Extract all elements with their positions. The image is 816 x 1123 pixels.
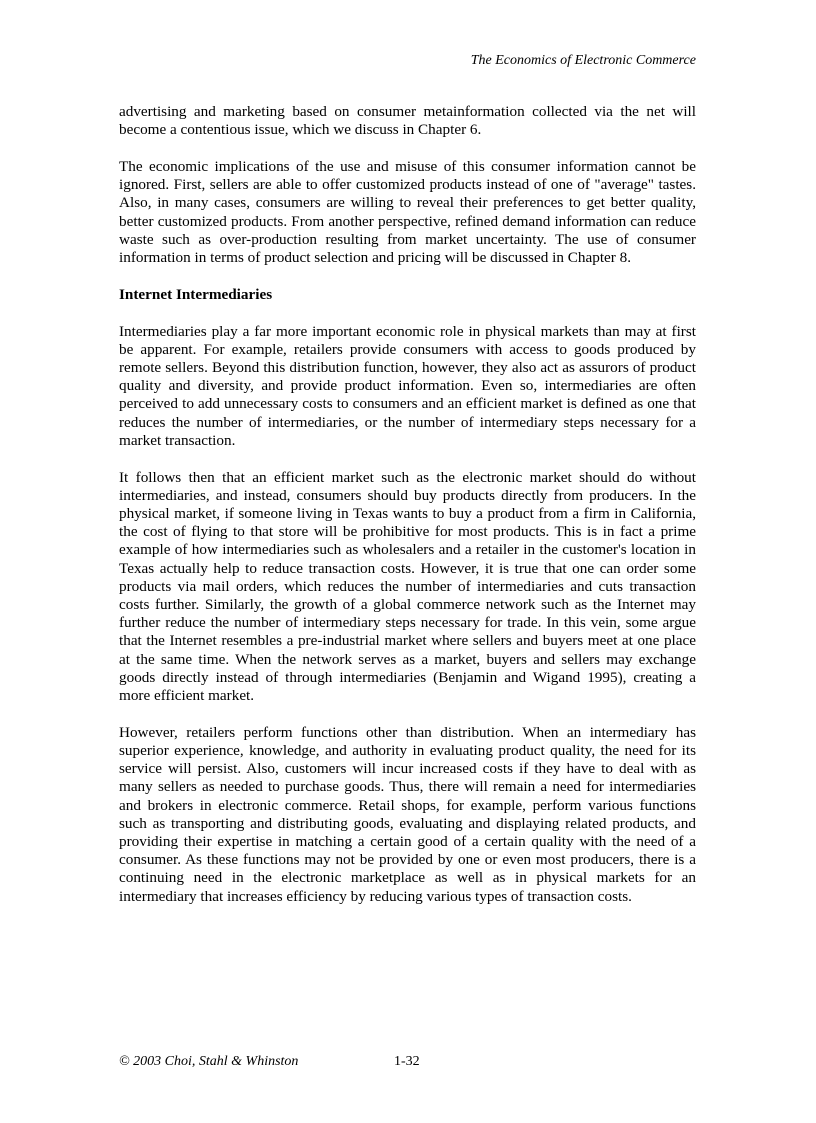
section-heading: Internet Intermediaries <box>119 285 273 303</box>
paragraph: However, retailers perform functions other than distribution. When an intermediary has superior experience, knowledge, and authority in evaluating product quality, the need for its service will persist. Also, customers will incur increased costs if they have to deal with as many sellers as needed to purchase goods. Thus, there will remain a need for intermediaries and brokers in electronic commerce. Retail shops, for example, perform various functions such as transporting and distributing goods, evaluating and displaying related products, and providing their expertise in matching a certain good of a certain quality with the need of a consumer. As these functions may not be provided by one or even most producers, there is a continuing need in the electronic marketplace as well as in physical markets for an intermediary that increases efficiency by reducing various types of transaction costs. <box>119 723 696 905</box>
page-number: 1-32 <box>394 1054 420 1069</box>
document-body <box>119 103 696 924</box>
paragraph: advertising and marketing based on consumer metainformation collected via the net will become a contentious issue, which we discuss in Chapter 6. <box>119 103 696 139</box>
paragraph: Intermediaries play a far more important economic role in physical markets than may at first be apparent. For example, retailers provide consumers with access to goods produced by remote sellers. Beyond this distribution function, however, they also act as assurors of product quality and diversity, and provide product information. Even so, intermediaries are often perceived to add unnecessary costs to consumers and an efficient market is defined as one that reduces the number of intermediaries, or the number of intermediary steps necessary for a market transaction. <box>119 322 696 449</box>
paragraph: It follows then that an efficient market such as the electronic market should do without intermediaries, and instead, consumers should buy products directly from producers. In the physical market, if someone living in Texas wants to buy a product from a firm in California, the cost of flying to that store will be prohibitive for most products. This is in fact a prime example of how intermediaries such as wholesalers and a retailer in the customer's location in Texas actually help to reduce transaction costs. However, it is true that one can order some products via mail orders, which reduces the number of intermediaries and cuts transaction costs further. Similarly, the growth of a global commerce network such as the Internet may further reduce the number of intermediary steps necessary for trade. In this vein, some argue that the Internet resembles a pre-industrial market where sellers and buyers meet at one place at the same time. When the network serves as a market, buyers and sellers may exchange goods directly instead of through intermediaries (Benjamin and Wigand 1995), creating a more efficient market. <box>119 468 696 705</box>
running-header: The Economics of Electronic Commerce <box>470 53 696 68</box>
copyright-notice: © 2003 Choi, Stahl & Whinston <box>119 1054 299 1069</box>
paragraph: The economic implications of the use and misuse of this consumer information cannot be ignored. First, sellers are able to offer customized products instead of one of "average" tastes. Also, in many cases, consumers are willing to reveal their preferences to get better quality, better customized products. From another perspective, refined demand information can reduce waste such as over-production resulting from market uncertainty. The use of consumer information in terms of product selection and pricing will be discussed in Chapter 8. <box>119 158 696 267</box>
